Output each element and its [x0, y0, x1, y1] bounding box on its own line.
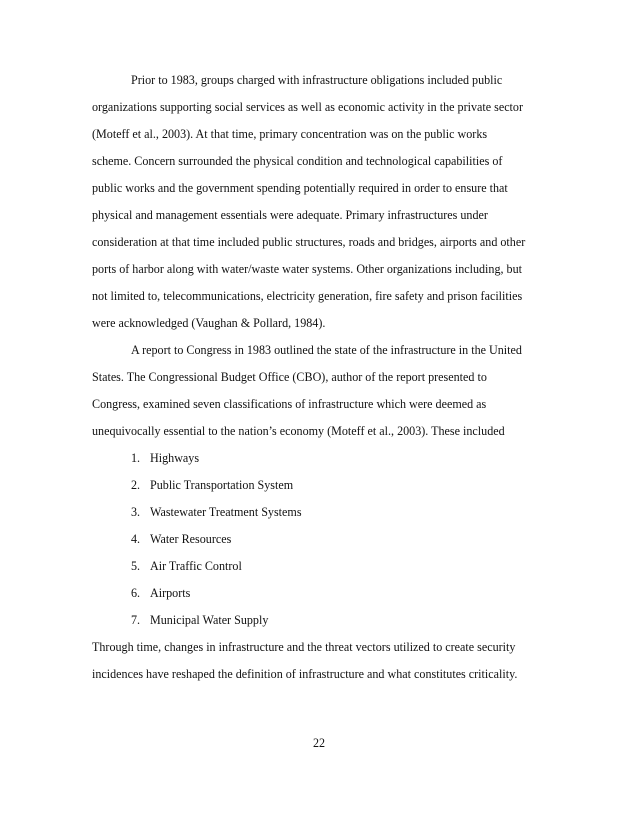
list-text: Wastewater Treatment Systems — [150, 505, 302, 519]
text-line: States. The Congressional Budget Office (CBO), author of the report presented to — [92, 370, 487, 384]
text-line: organizations supporting social services as well as economic activity in the private sector — [92, 100, 523, 114]
list-text: Public Transportation System — [150, 478, 294, 492]
list-item — [131, 558, 242, 574]
list-item — [131, 477, 293, 493]
text-line: public works and the government spending potentially required in order to ensure that — [92, 181, 508, 195]
list-text: Air Traffic Control — [150, 559, 242, 573]
text-line: were acknowledged (Vaughan & Pollard, 1984). — [92, 316, 326, 330]
list-text: Highways — [150, 451, 200, 465]
text-line: ports of harbor along with water/waste water systems. Other organizations including, but — [92, 262, 523, 276]
text-line: A report to Congress in 1983 outlined the state of the infrastructure in the United — [131, 343, 522, 357]
text-line: Through time, changes in infrastructure and the threat vectors utilized to create security — [92, 640, 516, 654]
text-line: consideration at that time included public structures, roads and bridges, airports and other — [92, 235, 526, 249]
list-number: 5. — [131, 559, 141, 573]
list-text: Municipal Water Supply — [150, 613, 269, 627]
text-line: (Moteff et al., 2003). At that time, primary concentration was on the public works — [92, 127, 488, 141]
list-number: 2. — [131, 478, 141, 492]
list-text: Water Resources — [150, 532, 232, 546]
list-text: Airports — [150, 586, 191, 600]
list-item — [131, 504, 302, 520]
list-item — [131, 585, 190, 601]
list-item — [131, 531, 231, 547]
list-number: 1. — [131, 451, 141, 465]
page-number: 22 — [312, 736, 326, 750]
text-line: Congress, examined seven classifications of infrastructure which were deemed as — [92, 397, 487, 411]
text-line: scheme. Concern surrounded the physical condition and technological capabilities of — [92, 154, 503, 168]
text-line: Prior to 1983, groups charged with infrastructure obligations included public — [131, 73, 503, 87]
list-number: 6. — [131, 586, 141, 600]
text-line: unequivocally essential to the nation’s economy (Moteff et al., 2003). These included — [92, 424, 505, 438]
list-number: 4. — [131, 532, 141, 546]
text-line: incidences have reshaped the definition of infrastructure and what constitutes criticality. — [92, 667, 518, 681]
list-number: 3. — [131, 505, 141, 519]
list-number: 7. — [131, 613, 141, 627]
text-line: physical and management essentials were adequate. Primary infrastructures under — [92, 208, 488, 222]
list-item — [131, 612, 268, 628]
list-item — [131, 450, 199, 466]
text-line: not limited to, telecommunications, electricity generation, fire safety and prison facilities — [92, 289, 523, 303]
